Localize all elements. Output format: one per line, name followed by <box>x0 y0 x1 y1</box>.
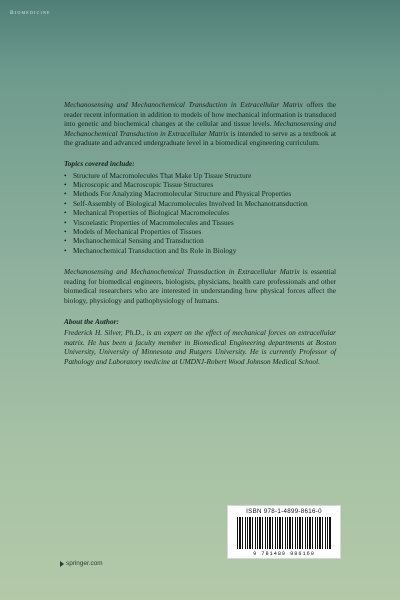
reading-text: is essential reading for biomedical engineers, biologists, physicians, health care professionals and other biomedical researchers who are interested in understanding how physical forces affect the biology, physiology and pathophysiology of humans. <box>64 267 336 305</box>
topic-item: • Self-Assembly of Biological Macromolecules Involved In Mechanotransduction <box>64 198 308 208</box>
bullet-icon: • <box>64 198 67 208</box>
bullet-icon: • <box>64 208 67 218</box>
topic-item: • Methods For Analyzing Macromolecular Structure and Physical Properties <box>64 189 292 199</box>
bullet-icon: • <box>64 236 67 246</box>
barcode-number: 9 781489 986160 <box>228 551 340 557</box>
topics-list <box>64 171 336 256</box>
bullet-icon: • <box>64 245 67 255</box>
barcode-bars <box>237 517 331 549</box>
book-title-italic-3: Mechanosensing and Mechanochemical Transduction in Extracellular Matrix <box>64 267 300 277</box>
publisher-footer <box>60 560 103 567</box>
topics-heading: Topics covered include: <box>64 158 135 168</box>
back-cover-text <box>64 100 336 367</box>
author-bio: Frederick H. Silver, Ph.D., is an expert on the effect of mechanical forces on extracellular matrix. He has been a faculty member in Biomedical Engineering departments at Boston University, University of Minnesota and Rutgers University. He is currently Professor of Pathology and Laboratory medicine at UMDNJ-Robert Wood Johnson Medical School. <box>64 328 336 366</box>
isbn-label: ISBN 978-1-4899-8616-0 <box>246 508 322 515</box>
bullet-icon: • <box>64 227 67 236</box>
barcode <box>227 505 341 559</box>
intro-text-2: is intended to serve as a textbook at the graduate and advanced undergraduate level in a biomedical engineering curriculum. <box>64 128 337 148</box>
topic-item: • Microscopic and Macroscopic Tissue Structures <box>64 179 214 189</box>
topic-item: • Mechanochemical Transduction and Its Role in Biology <box>64 245 237 255</box>
intro-text-1: offers the reader recent information in addition to models of how mechanical information is transduced into genetic and biochemical changes at the cellular and tissue levels. <box>64 100 336 129</box>
bullet-icon: • <box>64 179 67 189</box>
bullet-icon: • <box>64 217 67 227</box>
publisher-url: springer.com <box>66 560 103 567</box>
category-label: Biomedicine <box>10 10 51 16</box>
intro-paragraph <box>64 100 336 148</box>
bullet-icon: • <box>64 189 67 199</box>
book-title-italic-2: Mechanosensing and Mechanochemical Transduction in Extracellular Matrix <box>64 119 336 138</box>
topic-item: • Mechanochemical Sensing and Transduction <box>64 236 204 246</box>
topic-item: • Models of Mechanical Properties of Tissues <box>64 227 202 236</box>
topic-item: • Structure of Macromolecules That Make Up Tissue Structure <box>64 170 252 180</box>
topic-item: • Viscoelastic Properties of Macromolecules and Tissues <box>64 217 234 227</box>
bullet-icon: • <box>64 170 67 180</box>
author-heading: About the Author: <box>64 316 119 326</box>
arrow-icon <box>60 561 64 567</box>
book-title-italic: Mechanosensing and Mechanochemical Transduction in Extracellular Matrix <box>64 100 303 109</box>
reading-paragraph <box>64 267 336 305</box>
topic-item: • Mechanical Properties of Biological Macromolecules <box>64 208 230 218</box>
